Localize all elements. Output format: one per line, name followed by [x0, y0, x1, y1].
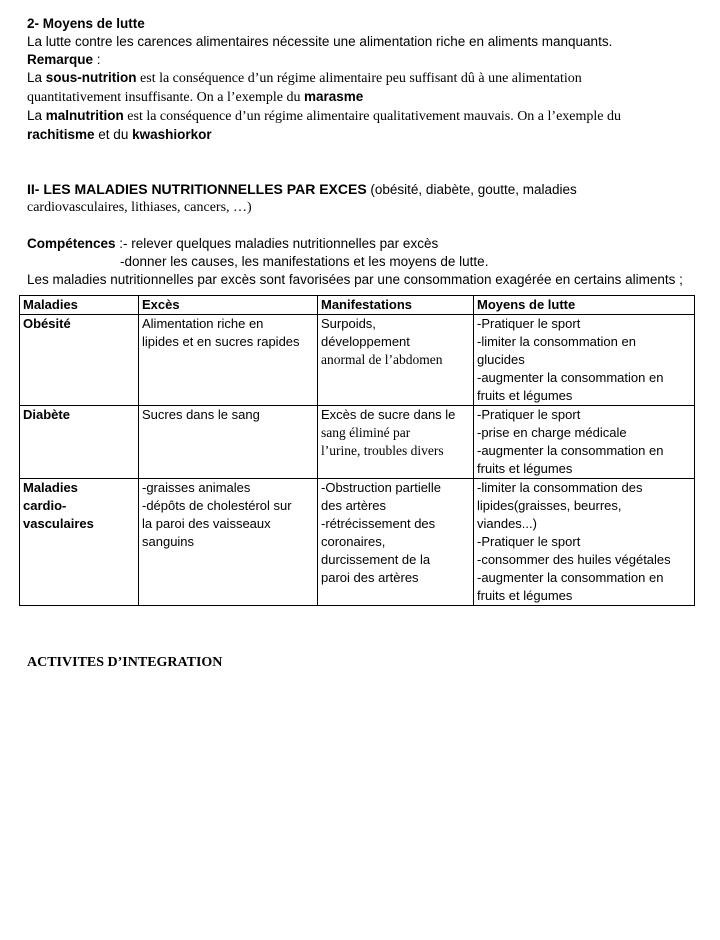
cell-line: -augmenter la consommation en	[477, 443, 664, 458]
cell-line: viandes...)	[477, 516, 537, 531]
section-ii-title: II- LES MALADIES NUTRITIONNELLES PAR EXCES (obésité, diabète, goutte, maladies	[27, 181, 577, 197]
means-cell	[474, 406, 695, 479]
excess-cell	[139, 479, 318, 606]
cell-line: fruits et légumes	[477, 588, 573, 603]
cell-line: -Pratiquer le sport	[477, 534, 581, 549]
cell-line: Surpoids,	[321, 316, 376, 331]
means-cell	[474, 479, 695, 606]
cell-line: lipides(graisses, beurres,	[477, 498, 622, 513]
disease-cell	[20, 406, 139, 479]
excess-cell	[139, 315, 318, 406]
header-moyens-de-lutte: Moyens de lutte	[474, 296, 695, 315]
document-page	[23, 15, 697, 606]
section-ii-intro: Les maladies nutritionnelles par excès sont favorisées par une consommation exagérée en certains aliments ;	[27, 272, 683, 287]
header-manifestations: Manifestations	[318, 296, 474, 315]
cell-line: -Pratiquer le sport	[477, 407, 581, 422]
table-row	[20, 479, 695, 606]
table-body	[20, 315, 695, 606]
cell-line: -rétrécissement des	[321, 516, 436, 531]
cell-line: coronaires,	[321, 534, 386, 549]
manifestations-cell	[318, 406, 474, 479]
disease-cell	[20, 479, 139, 606]
cell-line: fruits et légumes	[477, 388, 573, 403]
cell-line: -augmenter la consommation en	[477, 370, 664, 385]
cell-line: -consommer des huiles végétales	[477, 552, 671, 567]
cell-line: Diabète	[23, 407, 70, 422]
competences-line-2: -donner les causes, les manifestations et les moyens de lutte.	[120, 254, 489, 269]
cell-line: -augmenter la consommation en	[477, 570, 664, 585]
manifestations-cell	[318, 315, 474, 406]
table-row	[20, 406, 695, 479]
cell-line: Sucres dans le sang	[142, 407, 260, 422]
cell-line: durcissement de la	[321, 552, 431, 567]
cell-line: anormal de l’abdomen	[321, 352, 443, 367]
cell-line: sang éliminé par	[321, 425, 411, 440]
cell-line: sanguins	[142, 534, 195, 549]
table-row	[20, 315, 695, 406]
means-cell	[474, 315, 695, 406]
table-header-row	[20, 296, 695, 315]
header-maladies: Maladies	[20, 296, 139, 315]
sous-nutrition-paragraph: La sous-nutrition est la conséquence d’un régime alimentaire peu suffisant dû à une alimentation	[27, 70, 582, 86]
lutte-intro: La lutte contre les carences alimentaires nécessite une alimentation riche en aliments manquants.	[27, 34, 613, 49]
sous-nutrition-paragraph-cont: quantitativement insuffisante. On a l’exemple du marasme	[27, 89, 364, 105]
cell-line: -limiter la consommation des	[477, 480, 643, 495]
remark-heading: Remarque :	[27, 52, 101, 67]
disease-cell	[20, 315, 139, 406]
section-heading-moyens-de-lutte: 2- Moyens de lutte	[27, 16, 145, 31]
cell-line: fruits et légumes	[477, 461, 573, 476]
cell-line: l’urine, troubles divers	[321, 443, 444, 458]
integration-heading: ACTIVITES D’INTEGRATION	[27, 655, 223, 670]
cell-line: -limiter la consommation en	[477, 334, 636, 349]
cell-line: -Pratiquer le sport	[477, 316, 581, 331]
cell-line: cardio-	[23, 498, 67, 513]
cell-line: -prise en charge médicale	[477, 425, 627, 440]
cell-line: -Obstruction partielle	[321, 480, 441, 495]
cell-line: lipides et en sucres rapides	[142, 334, 300, 349]
cell-line: développement	[321, 334, 410, 349]
cell-line: Maladies	[23, 480, 78, 495]
cell-line: -dépôts de cholestérol sur	[142, 498, 292, 513]
cell-line: paroi des artères	[321, 570, 419, 585]
section-ii-subtitle: cardiovasculaires, lithiases, cancers, …)	[27, 200, 252, 215]
excess-cell	[139, 406, 318, 479]
manifestations-cell	[318, 479, 474, 606]
competences-line-1: Compétences :- relever quelques maladies nutritionnelles par excès	[27, 236, 439, 251]
malnutrition-paragraph-cont: rachitisme et du kwashiorkor	[27, 127, 212, 142]
cell-line: la paroi des vaisseaux	[142, 516, 271, 531]
cell-line: Obésité	[23, 316, 71, 331]
malnutrition-paragraph: La malnutrition est la conséquence d’un régime alimentaire qualitativement mauvais. On a l’exemple du	[27, 108, 621, 124]
header-exces: Excès	[139, 296, 318, 315]
cell-line: des artères	[321, 498, 387, 513]
cell-line: -graisses animales	[142, 480, 251, 495]
cell-line: Alimentation riche en	[142, 316, 264, 331]
excess-diseases-table	[19, 295, 695, 606]
cell-line: vasculaires	[23, 516, 94, 531]
cell-line: glucides	[477, 352, 525, 367]
cell-line: Excès de sucre dans le	[321, 407, 456, 422]
